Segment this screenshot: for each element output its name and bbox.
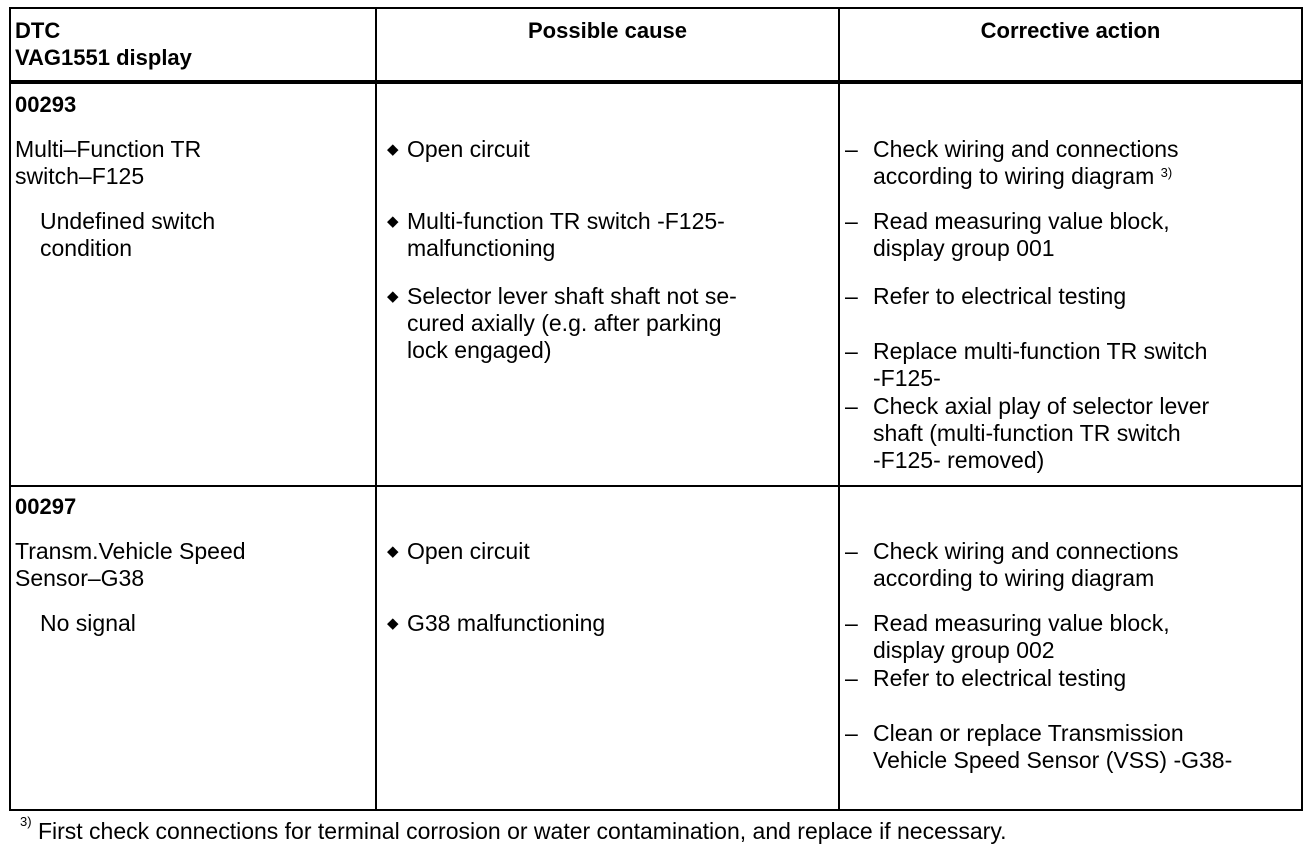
action-item: – Check wiring and connections according to wiring diagram $^{3)}$ [845,136,1179,189]
bullet-icon: ◆ [387,288,399,305]
bullet-icon: ◆ [387,615,399,632]
footnote-mark: 3) [20,814,32,829]
action-item: – Read measuring value block, display group 002 [845,610,1170,663]
action-item: – Read measuring value block, display group 001 [845,208,1170,261]
dtc-component: Transm.Vehicle Speed Sensor–G38 [15,538,246,591]
action-item: – Check wiring and connections according to wiring diagram [845,538,1179,591]
action-item: – Refer to electrical testing [845,665,1127,691]
bullet-icon: ◆ [387,141,399,158]
action-item: – Replace multi-function TR switch -F125- [845,338,1208,391]
table-border-bottom [9,809,1303,811]
header-dtc: DTC VAG1551 display [15,18,192,70]
table-border-top [9,7,1303,9]
dtc-code: 00293 [15,92,77,117]
action-item: – Refer to electrical testing [845,283,1127,309]
cause-item: ◆ Open circuit [387,538,530,564]
cause-item: ◆ G38 malfunctioning [387,610,606,636]
dtc-condition: Undefined switch condition [40,208,216,261]
column-divider-1 [375,7,377,811]
dtc-component: Multi–Function TR switch–F125 [15,136,202,189]
table-border-right [1301,7,1303,811]
column-divider-2 [838,7,840,811]
bullet-icon: ◆ [387,213,399,230]
action-item: – Check axial play of selector lever shaft (multi-function TR switch -F125- removed) [845,393,1210,473]
dtc-code: 00297 [15,494,77,519]
row-divider [9,485,1303,487]
footnote-text: First check connections for terminal corrosion or water contamination, and replace if necessary. [37,818,1007,844]
dtc-table [9,7,1303,811]
footnote-ref: 3) [1160,165,1173,180]
footnote [20,814,1007,845]
cause-item: ◆ Open circuit [387,136,530,162]
header-corrective-action: Corrective action [980,18,1161,43]
cause-item: ◆ Multi-function TR switch -F125- malfunctioning [387,208,725,261]
action-item: – Clean or replace Transmission Vehicle Speed Sensor (VSS) -G38- [845,720,1233,773]
bullet-icon: ◆ [387,543,399,560]
header-divider [9,80,1303,84]
table-border-left [9,7,11,811]
cause-item: ◆ Selector lever shaft shaft not se- cured axially (e.g. after parking lock engaged) [387,283,737,363]
header-possible-cause: Possible cause [528,18,687,43]
dtc-condition: No signal [40,610,136,636]
